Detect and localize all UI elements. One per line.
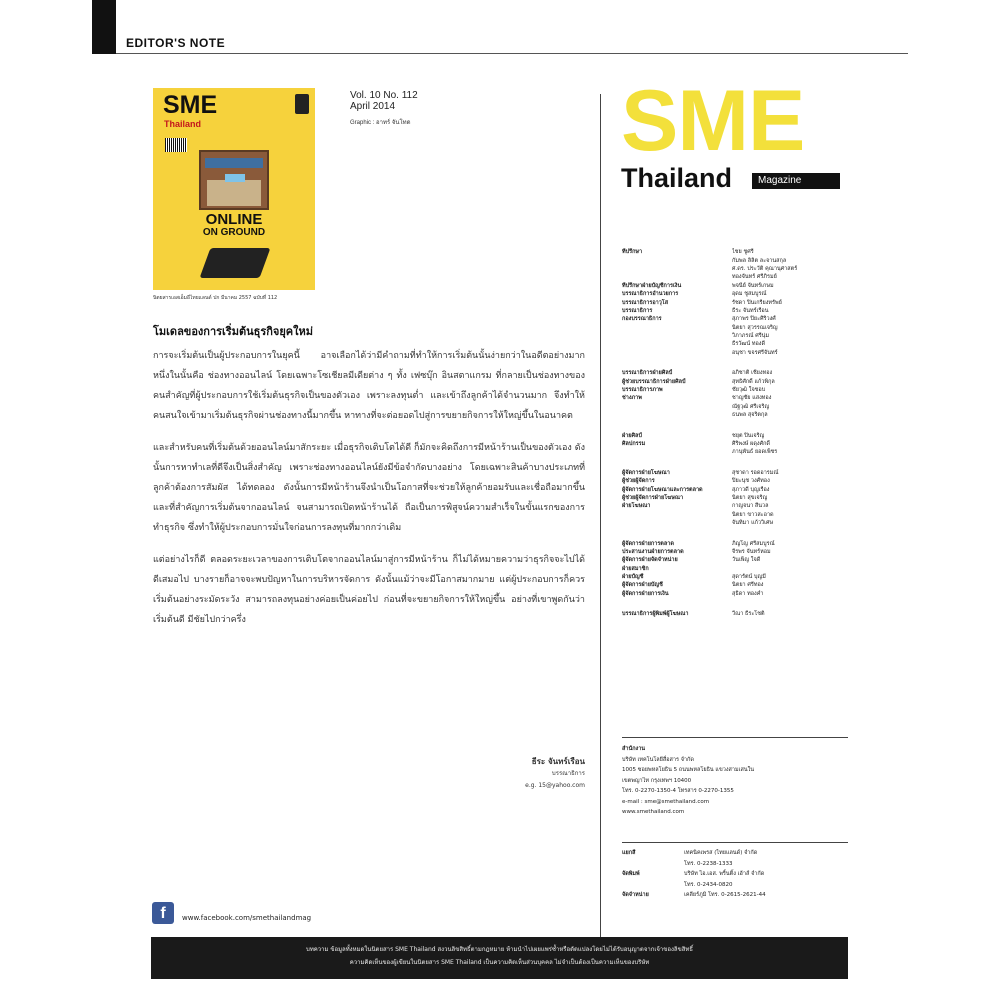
staff-name: นิตยา ศรีทอง (732, 582, 764, 589)
staff-name: ศิริพงษ์ ผดุงศักดิ์ (732, 441, 771, 447)
office-line: เขตพญาไท กรุงเทพฯ 10400 (622, 777, 692, 784)
staff-name: ณัฐวุฒิ ศรีเจริญ (732, 403, 770, 410)
staff-row (622, 610, 852, 618)
staff-role: บรรณาธิการอำนวยการ (622, 291, 679, 298)
distribution-role (622, 859, 684, 870)
staff-role: บรรณาธิการ (622, 307, 653, 314)
cover-logo: SME (163, 91, 218, 119)
distribution-row (622, 880, 852, 891)
header-tab (92, 0, 116, 54)
editorial-body (153, 346, 585, 642)
editor-role: บรรณาธิการ (551, 770, 585, 777)
staff-row (622, 403, 852, 411)
editorial-paragraph: และสำหรับคนที่เริ่มต้นด้วยออนไลน์มาสักระยะ เมื่อธุรกิจเติบโตได้ดี ก็มักจะคิดถึงการมีหน้าร้านเป็นของตัวเอง ดังนั้นการหาทำเลที่ดีจึงเป็นสิ่งสำคัญ เพราะช่องทางออนไลน์ยังมีข้อจำกัดบางอย่าง โดยเฉพาะสินค้าบางประเภทที่ลูกค้าต้องการสัมผัส ได้ทดลอง ดังนั้นการมีหน้าร้านจึงนำเป็นโอกาสที่จะช่วยให้ลูกค้ายอมรับและเชื่อถือมากขึ้น และที่สำคัญการเริ่มต้นจากออนไลน์ จนสามารถเปิดหน้าร้านได้ ถือเป็นการพิสูจน์ความสำเร็จในขั้นแรกของการทำธุรกิจ ซึ่งทำให้ผู้ประกอบการมั่นใจก่อนการลงทุนที่มากกว่าเดิม (153, 443, 585, 533)
staff-role: ช่างภาพ (622, 395, 642, 402)
office-line: บริษัท เทคโนโลยีสื่อสาร จำกัด (622, 756, 694, 763)
graphic-credit: Graphic : อาทร์ จันโทด (350, 120, 411, 126)
staff-row (622, 290, 852, 298)
staff-name: ภานุพันธ์ ยอดเพ็ชร (732, 449, 778, 456)
staff-row (622, 340, 852, 348)
footer-notice (151, 937, 848, 979)
facebook-icon[interactable]: f (152, 902, 174, 924)
staff-name: นิตยา ขาวสะอาด (732, 511, 774, 518)
editor-email[interactable]: e.g. 15@yahoo.com (525, 782, 585, 789)
cover-headline-2: ON GROUND (202, 227, 266, 238)
distribution-row (622, 869, 852, 880)
staff-name: ไชย ชูศรี (732, 249, 754, 256)
staff-role: ผู้จัดการฝ่ายการเงิน (622, 590, 669, 597)
staff-row (622, 248, 852, 256)
staff-role: ผู้ช่วยผู้จัดการฝ่ายโฆษณา (622, 494, 684, 501)
staff-name: ชาญชัย แสงทอง (732, 395, 772, 402)
issue-info (350, 90, 418, 127)
staff-name: ทองจันทร์ ศรีภิรมย์ (732, 274, 777, 281)
distribution-name: เทคนิคเพรส (ไทยแลนด์) จำกัด (684, 850, 758, 856)
staff-role: ฝ่ายศิลป์ (622, 432, 642, 439)
issue-volume: Vol. 10 No. 112 (350, 90, 418, 101)
distribution-role: แยกสี (622, 850, 636, 856)
staff-row (622, 581, 852, 589)
office-info (622, 744, 852, 818)
cover-headline-1: ONLINE (205, 211, 263, 228)
staff-row (622, 282, 852, 290)
staff-name: อภิชาติ เชียงทอง (732, 370, 773, 377)
staff-row (622, 502, 852, 510)
staff-row (622, 265, 852, 273)
distribution-rule (622, 842, 848, 843)
brand-magazine-tag: Magazine (752, 173, 840, 189)
distribution-list (622, 848, 852, 901)
staff-role: ผู้ช่วยบรรณาธิการฝ่ายศิลป์ (622, 378, 686, 385)
editorial-paragraph: การจะเริ่มต้นเป็นผู้ประกอบการในยุคนี้ อาจเลือกได้ว่ามีคำถามที่ทำให้การเริ่มต้นนั้นง่ายกว่าในอดีตอย่างมาก หนึ่งในนั้นคือ ช่องทางออนไลน์ โดยเฉพาะโซเชียลมีเดียต่าง ๆ ทั้ง เฟซบุ๊ก อินสตาแกรม ที่กลายเป็นช่องทางของคนสำคัญที่ผู้ประกอบการใช้เริ่มต้นธุรกิจเป็นของตัวเอง เพราะลงทุนต่ำ และเข้าถึงลูกค้าได้จำนวนมาก จึงทำให้คนสนใจเข้ามาเริ่มต้นธุรกิจผ่านช่องทางนี้มากขึ้น หาทางที่จะต่อยอดไปสู่การขยายกิจการให้ใหญ่ขึ้นในอนาคต (153, 351, 585, 421)
staff-role: ที่ปรึกษาฝ่ายบัญชีการเงิน (622, 282, 682, 289)
staff-name: ภิญโญ ศรีสมบูรณ์ (732, 540, 775, 547)
staff-name: จันทิมา แก้ววิเศษ (732, 520, 774, 527)
brand-logo-thailand: Thailand (621, 163, 733, 193)
staff-name: วันเพ็ญ ใจดี (732, 557, 761, 564)
staff-name: กาญจนา สีนวล (732, 503, 769, 510)
staff-row (622, 369, 852, 377)
header-rule (116, 53, 908, 54)
staff-name: สุธิดา ทองคำ (732, 590, 764, 597)
staff-role: ผู้จัดการฝ่ายจัดจำหน่าย (622, 557, 678, 564)
editor-name: ธีระ จันทร์เรือน (531, 757, 585, 766)
staff-row (622, 394, 852, 402)
staff-role: บรรณาธิการภาพ (622, 387, 663, 394)
staff-row (622, 590, 852, 598)
staff-name: ธนพล สุจริตกุล (732, 412, 768, 419)
editorial-paragraph: แต่อย่างไรก็ดี ตลอดระยะเวลาของการเติบโตจากออนไลน์มาสู่การมีหน้าร้าน ก็ไม่ได้หมายความว่าธุรกิจจะไปได้ดีเสมอไป บางรายก็อาจจะพบปัญหาในการบริหารจัดการ ดังนั้นแม้ว่าจะมีโอกาสมากมาย แต่ผู้ประกอบการก็ควรเริ่มต้นอย่างระมัดระวัง สามารถลงทุนอย่างค่อยเป็นค่อยไป ก่อนที่จะขยายกิจการให้ใหญ่ขึ้น อย่างที่เขาพูดกันว่า เริ่มต้นดี มีชัยไปกว่าครึ่ง (153, 555, 585, 625)
staff-role: บรรณาธิการฝ่ายศิลป์ (622, 370, 673, 377)
staff-name: รัชดา ปิ่นเกรียงทรัพย์ (732, 299, 782, 306)
staff-row (622, 256, 852, 264)
staff-name: สุดารัตน์ บุญมี (732, 574, 766, 581)
brand-logo-sme: SME (621, 73, 805, 169)
staff-row (622, 440, 852, 448)
staff-name: ชัยวุฒิ ใจชอบ (732, 387, 766, 394)
staff-row (622, 307, 852, 315)
staff-name: กัมพล ลิลิต ละจานสกุล (732, 257, 787, 264)
staff-name: ศ.ดร. ประวัติ คุณานุศาสตร์ (732, 265, 798, 272)
staff-name: ธีระ จันทร์เรือน (732, 307, 769, 314)
staff-name: อนุชา ขจรศรีจันทร์ (732, 349, 778, 356)
staff-name: สุชาดา รอดอารมณ์ (732, 469, 779, 476)
staff-row (622, 411, 852, 419)
staff-role: ประสานงานฝ่ายการตลาด (622, 548, 684, 555)
staff-name: อุดม ชูสมบูรณ์ (732, 291, 767, 298)
staff-name: ธีรวัฒน์ ทองดี (732, 341, 766, 348)
footer-line: ความคิดเห็นของผู้เขียนในนิตยสาร SME Thailand เป็นความคิดเห็นส่วนบุคคล ไม่จำเป็นต้องเป็นความเห็นของบริษัท (349, 959, 650, 966)
staff-spacer (622, 419, 852, 431)
facebook-link[interactable]: www.facebook.com/smethailandmag (182, 914, 312, 922)
staff-name: พจนีย์ จันทร์เกษม (732, 282, 774, 289)
cover-subtitle: Thailand (164, 119, 202, 129)
staff-role: ฝ่ายโฆษณา (622, 503, 651, 510)
staff-name: ปิยะนุช วงศ์ทอง (732, 478, 770, 485)
staff-name: วิภาภรณ์ ศรีนุ่ม (732, 333, 770, 340)
staff-role: ฝ่ายสมาชิก (622, 565, 649, 572)
office-line: โทร. 0-2270-1350-4 โทรสาร 0-2270-1355 (622, 788, 734, 794)
staff-row (622, 565, 852, 573)
staff-role: ฝ่ายบัญชี (622, 574, 644, 581)
staff-row (622, 539, 852, 547)
office-line: 1005 ซอยพหลโยธิน 5 ถนนพหลโยธิน แขวงสามเสนใน (622, 767, 755, 773)
staff-row (622, 448, 852, 456)
distribution-role: จัดจำหน่าย (622, 892, 649, 898)
staff-row (622, 511, 852, 519)
staff-row (622, 273, 852, 281)
issue-date: April 2014 (350, 101, 396, 112)
staff-row (622, 431, 852, 439)
shop-sign (225, 174, 245, 182)
staff-row (622, 469, 852, 477)
editorial-title: โมเดลของการเริ่มต้นธุรกิจยุคใหม่ (153, 325, 314, 338)
staff-spacer (622, 357, 852, 369)
distribution-name: เคลียร์ภูมิ โทร. 0-2615-2621-44 (684, 892, 766, 898)
staff-row (622, 332, 852, 340)
staff-name: นิตยา สุวรรณเจริญ (732, 324, 778, 331)
office-rule (622, 737, 848, 738)
staff-name: ชยุต ปิ่นเจริญ (732, 432, 765, 439)
distribution-row (622, 890, 852, 901)
staff-role: ผู้จัดการฝ่ายโฆษณาและการตลาด (622, 486, 703, 493)
staff-row (622, 548, 852, 556)
staff-spacer (622, 598, 852, 610)
staff-role: ผู้จัดการฝ่ายการตลาด (622, 540, 674, 547)
smartphone-illustration (200, 248, 271, 278)
footer-line: บทความ ข้อมูลทั้งหมดในนิตยสาร SME Thailand สงวนลิขสิทธิ์ตามกฎหมาย ห้ามนำไปเผยแพร่ซ้ำหรือดัดแปลงโดยไม่ได้รับอนุญาตจากเจ้าของลิขสิทธิ์ (306, 946, 693, 953)
staff-row (622, 477, 852, 485)
staff-name: วีณา ธีระโชติ (732, 611, 765, 618)
staff-name: สุภาวดี บุญเรือง (732, 486, 770, 493)
staff-role: บรรณาธิการอาวุโส (622, 299, 669, 306)
staff-row (622, 315, 852, 323)
staff-row (622, 324, 852, 332)
staff-row (622, 573, 852, 581)
office-title: สำนักงาน (622, 746, 646, 752)
distribution-name: โทร. 0-2238-1333 (684, 860, 733, 867)
staff-spacer (622, 457, 852, 469)
staff-name: สุทธิศักดิ์ แก้วพิกุล (732, 378, 775, 385)
staff-row (622, 377, 852, 385)
staff-role: ผู้จัดการฝ่ายโฆษณา (622, 469, 670, 476)
distribution-name: บริษัท ไอ.เอส. พริ้นติ้ง เฮ้าส์ จำกัด (684, 871, 765, 877)
distribution-row (622, 848, 852, 859)
staff-spacer (622, 527, 852, 539)
staff-role: ที่ปรึกษา (622, 249, 643, 256)
staff-role: ผู้ช่วยผู้จัดการ (622, 478, 655, 485)
staff-row (622, 556, 852, 564)
staff-role: บรรณาธิการผู้พิมพ์ผู้โฆษณา (622, 611, 689, 618)
editor-signature (510, 756, 585, 792)
staff-role: ศิลปกรรม (622, 441, 646, 447)
staff-row (622, 494, 852, 502)
distribution-row (622, 859, 852, 870)
staff-role: กองบรรณาธิการ (622, 316, 662, 323)
staff-row (622, 519, 852, 527)
staff-name: นิตยา สุขเจริญ (732, 494, 768, 501)
cover-seal-icon (295, 94, 309, 114)
staff-row (622, 298, 852, 306)
office-website[interactable]: www.smethailand.com (622, 809, 685, 815)
column-divider (600, 94, 601, 937)
staff-row (622, 485, 852, 493)
cover-headline (153, 212, 315, 238)
staff-name: จีรพร จันทร์หอม (732, 548, 771, 555)
cover-caption: นิตยสารเอสเอ็มอีไทยแลนด์ ปก มีนาคม 2557 ฉบับที่ 112 (153, 295, 278, 301)
barcode-icon (165, 138, 187, 152)
staff-list (622, 248, 852, 618)
distribution-role: จัดพิมพ์ (622, 871, 640, 877)
staff-role: ผู้จัดการฝ่ายบัญชี (622, 582, 663, 589)
office-email[interactable]: e-mail : sme@smethailand.com (622, 798, 710, 805)
staff-row (622, 386, 852, 394)
section-label: EDITOR'S NOTE (126, 36, 226, 50)
magazine-cover[interactable] (153, 88, 315, 290)
staff-name: สุภาพร ปิยะศิริวงศ์ (732, 316, 776, 323)
distribution-role (622, 880, 684, 891)
staff-row (622, 349, 852, 357)
distribution-name: โทร. 0-2434-0820 (684, 881, 733, 888)
